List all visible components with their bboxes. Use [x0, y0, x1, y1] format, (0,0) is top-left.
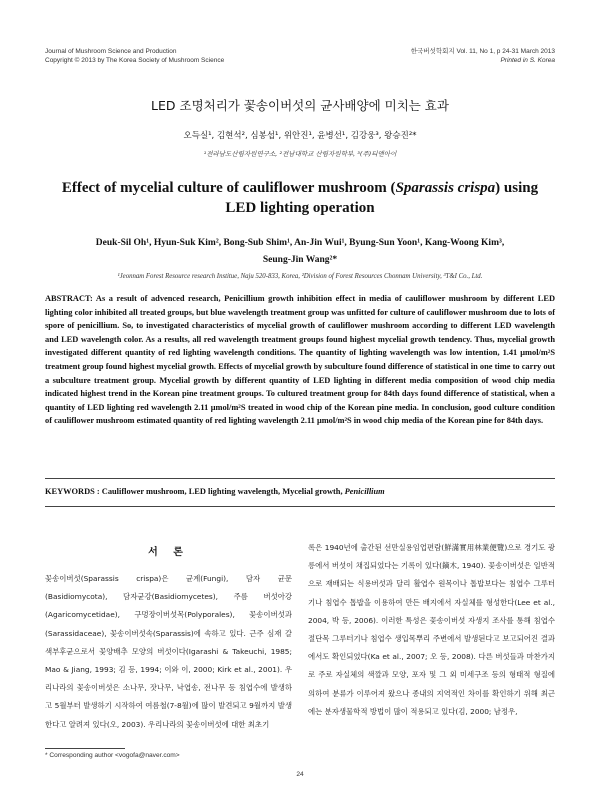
- korean-affiliations: ¹전라남도산림자원연구소, ²전남대학교 산림자원학부, ³(주)티앤아이: [203, 150, 397, 158]
- title-part-2: ) using LED lighting operation: [225, 180, 539, 216]
- abstract: [45, 292, 555, 428]
- body-column-right: 록은 1940년에 출간된 선만실용임업편람(鮮滿實用林業便覽)으로 경기도 광릉에서 버섯이 채집되었다는 기록이 있다(鏑木, 1940). 꽃송이버섯은 일반적으로 재배되는 식용버섯과 달리 활엽수 원목이나 톱밥보다는 침엽수 그루터기나 침엽수 톱밥을 이용하여 만든 배지에서 자실체를 형성한다(Lee et al., 2004, 박 등, 2006). 이러한 특성은 꽃송이버섯 자생지 조사를 통해 침엽수 절단목 그루터기나 침엽수 생입목뿌리 주변에서 발생된다고 보고되어진 결과에서도 확인되었다(Ka et al., 2007; 오 등, 2008). 다른 버섯들과 마찬가지로 주로 자실체의 색깔과 모양, 포자 및 그 외 미세구조 등의 형태적 형질에 의하여 분류가 이루어져 왔으나 종내의 지역적인 차이를 확인하기 위해 최근에는 분자생물학적 방법이 많이 적용되고 있다(김, 2000; 남정우,: [308, 543, 555, 716]
- abstract-text: As a result of advenced research, Penicillium growth inhibition effect in media of cauliflower mushroom by different LED lighting color inhibited all treated groups, but blue wavelength treatment group was unfitted for culture of cauliflower mushroom due to lots of spore of penicillium. So, to investigated characteristics of mycelial growth of cauliflower mushroom according to different LED wavelength and LED wavelength color. As a results, all red wavelength treatment groups found highest mycelial growth tendency. Thus, mycelial growth investigated different quantity of red lighting wavelength conditions. The quantity of lighting wavelength was low intention, 1.41 μmol/m²S treatment group found highest mycelial growth. Effects of mycelial growth by subculture found difference of statistical in one time to carry out a subculture treatment group. Mycelial growth by different quantity of LED lighting in different media composition of wood chip media indicated highest trend in the Korean pine treatment groups. To cultured treatment group for 84th days found difference of statistical, when a quantity of LED lighting red wavelength 2.11 μmol/m²S treated in wood chip of the Korean pine media. In conclusion, good culture condition of cauliflower mushroom estimated quantity of red lighting wavelength 2.11 μmol/m²S in wood chip media of the Korean pine for 84th days.: [45, 294, 555, 426]
- divider-bottom: [45, 506, 555, 507]
- keywords-label: KEYWORDS :: [45, 487, 100, 496]
- title-species: Sparassis crispa: [395, 180, 496, 196]
- printed-in: Printed in S. Korea: [500, 57, 555, 64]
- copyright-line: Copyright © 2013 by The Korea Society of Mushroom Science: [45, 57, 225, 64]
- keywords-italic: Penicillium: [344, 487, 385, 496]
- english-authors: [60, 235, 540, 269]
- body-column-left: 꽃송이버섯(Sparassis crispa)은 균계(Fungi), 담자 균문(Basidiomycota), 담자균강(Basidiomycetes), 주름 버섯아강(Agaricomycetidae), 구멍장이버섯목(Polyporales), 꽃송이버섯과(Sarassidaceae), 꽃송이버섯속(Sparassis)에 속하고 있다. 근주 심재 갈색부후균으로서 꽃양배추 모양의 버섯이다(Igarashi & Takeuchi, 1985; Mao & Jiang, 1993; 김 등, 1994; 이와 이, 2000; Kirk et al., 2001). 우리나라의 꽃송이버섯은 소나무, 잣나무, 낙엽송, 전나무 등 침엽수에 발생하고 5월부터 발생하기 시작하여 여름철(7-8월)에 많이 발견되고 9월까지 발생한다고 알려져 있다(오, 2003). 우리나라의 꽃송이버섯에 대한 최초기: [45, 574, 292, 729]
- corresponding-author-note: * Corresponding author <vogofa@naver.com>: [45, 752, 180, 759]
- korean-authors: 오득실¹, 김현석², 심봉섭¹, 위안진¹, 윤병선¹, 김강웅³, 왕승진²*: [183, 131, 417, 141]
- footnote-rule: [45, 748, 125, 749]
- title-part-1: Effect of mycelial culture of cauliflower mushroom (: [61, 180, 396, 196]
- authors-line-2: Seung-Jin Wang²*: [262, 255, 338, 265]
- journal-name: Journal of Mushroom Science and Production: [45, 48, 177, 55]
- section-title: 서 론: [148, 547, 189, 558]
- divider-top: [45, 478, 555, 479]
- english-affiliations: ¹Jeonnam Forest Resource research Institue, Naju 520-833, Korea, ²Division of Forest Resources Chonnam University, ³T&I Co., Ltd.: [117, 273, 483, 280]
- keywords: [45, 487, 555, 496]
- english-title: [60, 178, 540, 218]
- journal-volume: 한국버섯학회지 Vol. 11, No 1, p 24-31 March 2013: [410, 48, 555, 55]
- keywords-text: Cauliflower mushroom, LED lighting wavelength, Mycelial growth,: [99, 487, 345, 496]
- page-number: 24: [296, 771, 304, 778]
- running-header-right: [411, 47, 555, 65]
- authors-line-1: Deuk-Sil Oh¹, Hyun-Suk Kim², Bong-Sub Shim¹, An-Jin Wui¹, Byung-Sun Yoon¹, Kang-Woong Kim³,: [95, 238, 505, 248]
- running-header-left: [45, 47, 224, 65]
- korean-title: LED 조명처리가 꽃송이버섯의 균사배양에 미치는 효과: [151, 98, 449, 113]
- abstract-label: ABSTRACT:: [45, 294, 93, 303]
